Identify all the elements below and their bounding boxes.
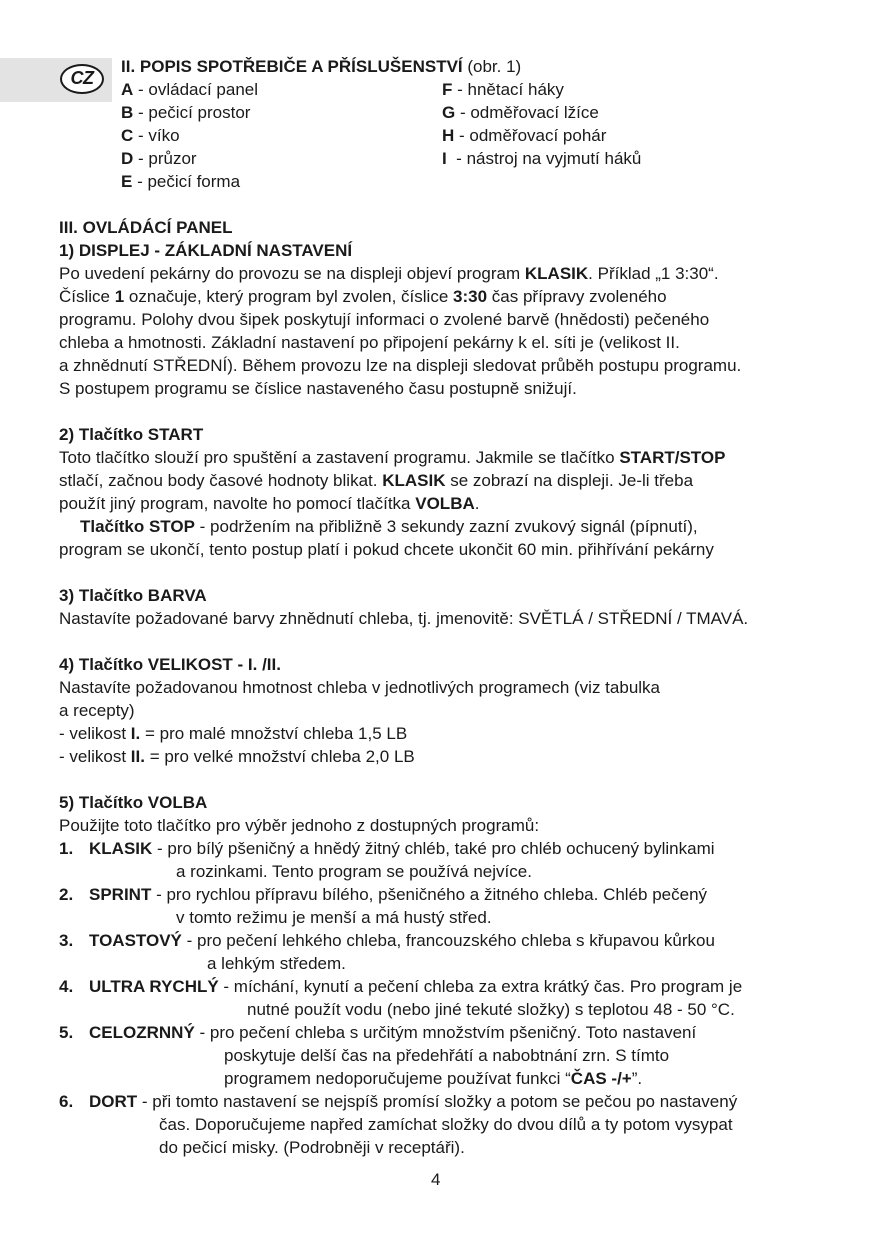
program-item: ULTRA RYCHLÝ - míchání, kynutí a pečení chleba za extra krátký čas. Pro program je xyxy=(89,977,743,996)
paragraph-line: - velikost II. = pro velké množství chleba 2,0 LB xyxy=(59,747,415,766)
part-item: H - odměřovací pohár xyxy=(442,126,607,145)
paragraph-line: S postupem programu se číslice nastaveného času postupně snižují. xyxy=(59,379,577,398)
paragraph-line: do pečicí misky. (Podrobněji v receptáři). xyxy=(159,1138,465,1157)
paragraph-line: Nastavíte požadované barvy zhnědnutí chleba, tj. jmenovitě: SVĚTLÁ / STŘEDNÍ / TMAVÁ. xyxy=(59,609,749,628)
paragraph-line: program se ukončí, tento postup platí i pokud chcete ukončit 60 min. přihřívání pekárny xyxy=(59,540,714,559)
paragraph-line: v tomto režimu je menší a má hustý střed. xyxy=(176,908,492,927)
program-item: KLASIK - pro bílý pšeničný a hnědý žitný chléb, také pro chléb ochucený bylinkami xyxy=(89,839,715,858)
paragraph-line: Nastavíte požadovanou hmotnost chleba v jednotlivých programech (viz tabulka xyxy=(59,678,661,697)
paragraph-line: a recepty) xyxy=(59,701,135,720)
part-item: A - ovládací panel xyxy=(121,80,259,99)
part-item: I - nástroj na vyjmutí háků xyxy=(442,149,642,168)
paragraph-line: programu. Polohy dvou šipek poskytují informaci o zvolené barvě (hnědosti) pečeného xyxy=(59,310,710,329)
language-badge: CZ xyxy=(60,64,104,94)
program-item: DORT - při tomto nastavení se nejspíš promísí složky a potom se pečou po nastavený xyxy=(89,1092,738,1111)
paragraph-line: poskytuje delší čas na předehřátí a nabobtnání zrn. S tímto xyxy=(224,1046,670,1065)
program-item: 2. xyxy=(59,885,74,904)
page-number: 4 xyxy=(431,1170,441,1189)
part-item: C - víko xyxy=(121,126,180,145)
paragraph-line: a zhnědnutí STŘEDNÍ). Během provozu lze na displeji sledovat průběh postupu programu. xyxy=(59,356,742,375)
paragraph-line: nutné použít vodu (nebo jiné tekuté složky) s teplotou 48 - 50 °C. xyxy=(247,1000,735,1019)
program-item: 1. xyxy=(59,839,74,858)
paragraph-line: a lehkým středem. xyxy=(207,954,346,973)
subsection-size-heading: 4) Tlačítko VELIKOST - I. /II. xyxy=(59,655,281,674)
program-item: 4. xyxy=(59,977,74,996)
paragraph-line: a rozinkami. Tento program se používá nejvíce. xyxy=(176,862,532,881)
program-item: SPRINT - pro rychlou přípravu bílého, pšeničného a žitného chleba. Chléb pečený xyxy=(89,885,708,904)
part-item: F - hnětací háky xyxy=(442,80,564,99)
part-item: B - pečicí prostor xyxy=(121,103,251,122)
paragraph-line: Po uvedení pekárny do provozu se na displeji objeví program KLASIK. Příklad „1 3:30“. xyxy=(59,264,719,283)
paragraph-line: použít jiný program, navolte ho pomocí tlačítka VOLBA. xyxy=(59,494,480,513)
paragraph-line: Tlačítko STOP - podržením na přibližně 3 sekundy zazní zvukový signál (pípnutí), xyxy=(80,517,698,536)
program-item: 5. xyxy=(59,1023,74,1042)
section-2-heading: II. POPIS SPOTŘEBIČE A PŘÍSLUŠENSTVÍ (obr. 1) xyxy=(121,57,522,76)
part-item: E - pečicí forma xyxy=(121,172,241,191)
program-item: CELOZRNNÝ - pro pečení chleba s určitým množstvím pšeničný. Toto nastavení xyxy=(89,1023,697,1042)
subsection-select-heading: 5) Tlačítko VOLBA xyxy=(59,793,208,812)
paragraph-line: Číslice 1 označuje, který program byl zvolen, číslice 3:30 čas přípravy zvoleného xyxy=(59,287,667,306)
paragraph-line: - velikost I. = pro malé množství chleba 1,5 LB xyxy=(59,724,408,743)
paragraph-line: Toto tlačítko slouží pro spuštění a zastavení programu. Jakmile se tlačítko START/STOP xyxy=(59,448,726,467)
subsection-color-heading: 3) Tlačítko BARVA xyxy=(59,586,207,605)
part-item: G - odměřovací lžíce xyxy=(442,103,599,122)
paragraph-line: programem nedoporučujeme používat funkci “ČAS -/+”. xyxy=(224,1069,643,1088)
section-3-heading: III. OVLÁDÁCÍ PANEL xyxy=(59,218,233,237)
subsection-display-heading: 1) DISPLEJ - ZÁKLADNÍ NASTAVENÍ xyxy=(59,241,353,260)
program-item: 6. xyxy=(59,1092,74,1111)
part-item: D - průzor xyxy=(121,149,197,168)
paragraph-line: chleba a hmotnosti. Základní nastavení po připojení pekárny k el. síti je (velikost II. xyxy=(59,333,680,352)
program-item: 3. xyxy=(59,931,74,950)
program-item: TOASTOVÝ - pro pečení lehkého chleba, francouzského chleba s křupavou kůrkou xyxy=(89,931,715,950)
paragraph-line: stlačí, začnou body časové hodnoty blikat. KLASIK se zobrazí na displeji. Je-li třeba xyxy=(59,471,694,490)
subsection-start-heading: 2) Tlačítko START xyxy=(59,425,204,444)
paragraph-line: Použijte toto tlačítko pro výběr jednoho z dostupných programů: xyxy=(59,816,540,835)
paragraph-line: čas. Doporučujeme napřed zamíchat složky do dvou dílů a ty potom vysypat xyxy=(159,1115,733,1134)
